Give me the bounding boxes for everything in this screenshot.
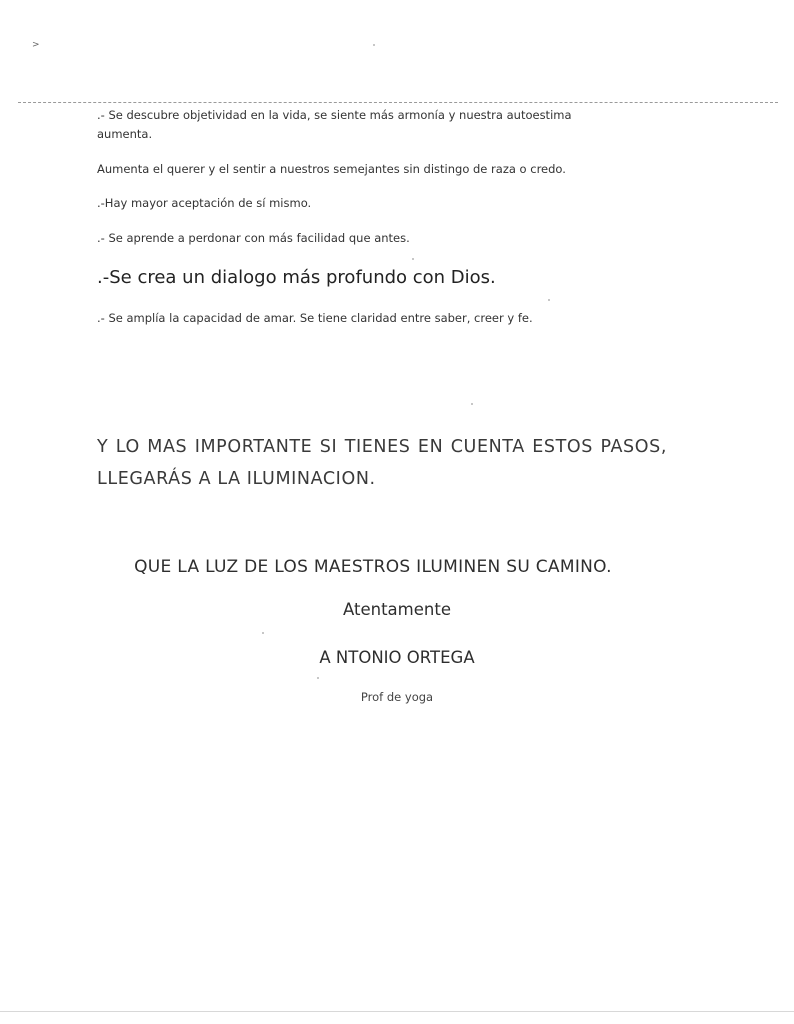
- closing-salutation: Atentamente: [343, 600, 451, 619]
- author-name: A NTONIO ORTEGA: [319, 648, 475, 667]
- important-note: Y LO MAS IMPORTANTE SI TIENES EN CUENTA ESTOS PASOS, LLEGARÁS A LA ILUMINACION.: [97, 437, 667, 489]
- scan-speck: [373, 44, 375, 46]
- blessing-line: QUE LA LUZ DE LOS MAESTROS ILUMINEN SU CAMINO.: [134, 557, 612, 577]
- scan-artifact-line: [18, 102, 778, 103]
- scan-speck: [548, 299, 550, 301]
- benefit-item: Aumenta el querer y el sentir a nuestros semejantes sin distingo de raza o credo.: [97, 162, 566, 176]
- benefit-item-emphasized: .-Se crea un dialogo más profundo con Dios.: [97, 267, 496, 288]
- scan-speck: [471, 403, 473, 405]
- scan-edge-line: [0, 1011, 794, 1012]
- benefit-item: .-Hay mayor aceptación de sí mismo.: [97, 196, 312, 210]
- benefit-item: .- Se aprende a perdonar con más facilidad que antes.: [97, 231, 410, 245]
- scan-speck: [262, 632, 264, 634]
- corner-mark: >: [32, 40, 40, 50]
- benefit-item: .- Se amplía la capacidad de amar. Se tiene claridad entre saber, creer y fe.: [97, 311, 533, 325]
- scan-speck: [317, 677, 319, 679]
- author-title: Prof de yoga: [360, 690, 434, 704]
- scan-speck: [412, 258, 414, 260]
- benefit-item: .- Se descubre objetividad en la vida, se siente más armonía y nuestra autoestima aumenta.: [97, 108, 572, 141]
